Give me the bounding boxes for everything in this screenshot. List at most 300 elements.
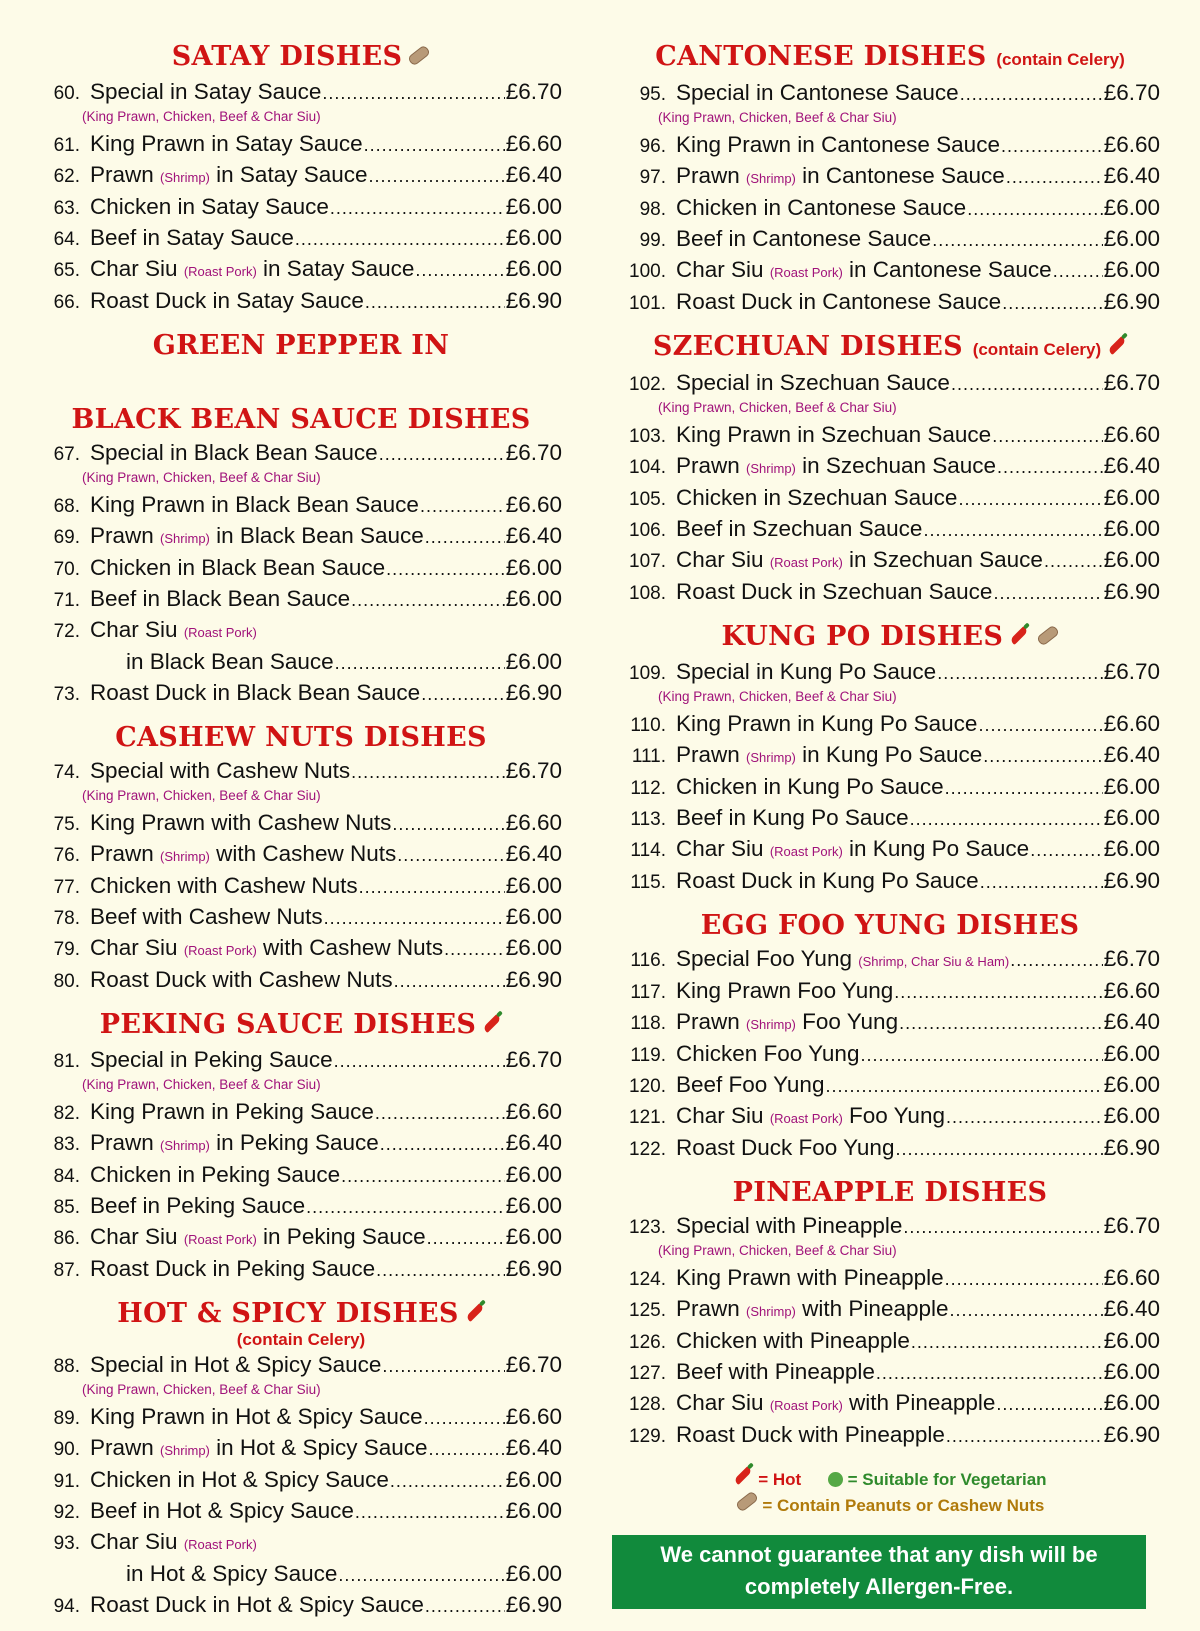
dot-leader: [338, 1561, 504, 1590]
dot-leader: [364, 131, 505, 160]
item-name-note: (Shrimp): [160, 531, 210, 546]
item-name: Roast Duck in Cantonese Sauce: [676, 289, 1002, 314]
item-price: £6.40: [1103, 742, 1160, 767]
item-name-rest: in Szechuan Sauce: [802, 453, 997, 478]
item-price: £6.00: [505, 1224, 562, 1249]
item-name: Roast Duck with Cashew Nuts: [90, 967, 393, 992]
menu-item: [40, 933, 562, 965]
item-name-note: (Shrimp, Char Siu & Ham): [858, 954, 1010, 969]
item-price: £6.00: [1103, 1328, 1160, 1353]
item-name: [666, 834, 1029, 866]
item-name: [80, 521, 424, 553]
item-price: £6.70: [1103, 80, 1160, 105]
item-name-note: (Shrimp): [746, 1304, 796, 1319]
dot-leader: [359, 873, 505, 902]
dot-leader: [937, 659, 1103, 688]
item-price: £6.00: [1103, 516, 1160, 541]
item-price: £6.40: [1103, 163, 1160, 188]
item-price: £6.00: [505, 904, 562, 929]
item-name: [80, 839, 396, 871]
menu-item: [40, 254, 562, 286]
item-name: [666, 545, 1043, 577]
item-number: 64.: [53, 229, 80, 250]
item-price: £6.70: [505, 758, 562, 783]
item-name: Special in Black Bean Sauce: [90, 440, 378, 465]
chili-icon: [1108, 336, 1127, 355]
item-name-note: (Roast Pork): [769, 1111, 843, 1126]
item-number: 129.: [629, 1426, 666, 1447]
menu-item: [40, 1433, 562, 1465]
item-price: £6.00: [505, 194, 562, 219]
dot-leader: [306, 1193, 505, 1222]
item-name: [666, 1101, 945, 1133]
item-name-note: (Roast Pork): [183, 625, 257, 640]
item-name-main: Prawn: [676, 163, 740, 188]
item-name-rest: in Cantonese Sauce: [802, 163, 1005, 188]
dot-leader: [923, 516, 1102, 545]
section-title-line: GREEN PEPPER IN: [152, 330, 450, 361]
item-name-note: (Shrimp): [746, 461, 796, 476]
item-name: Special in Peking Sauce: [90, 1047, 333, 1072]
item-name-rest: in Cantonese Sauce: [849, 257, 1052, 282]
legend-veg-wrap: [828, 1470, 1047, 1489]
section-title-line: CANTONESE DISHES: [655, 41, 987, 72]
menu-section: [620, 38, 1160, 318]
celery-note: (contain Celery): [996, 50, 1125, 69]
item-number: 69.: [53, 527, 80, 548]
item-name-note: (Roast Pork): [769, 555, 843, 570]
item-price: £6.00: [1103, 226, 1160, 251]
menu-section: [40, 719, 562, 996]
item-name: King Prawn in Black Bean Sauce: [90, 492, 419, 517]
item-number: 116.: [630, 950, 666, 971]
item-name: Roast Duck with Pineapple: [676, 1422, 945, 1447]
section-title: [40, 1006, 562, 1045]
menu-item: [620, 368, 1160, 399]
item-name: Chicken in Black Bean Sauce: [90, 555, 386, 580]
menu-section: [40, 38, 562, 317]
item-name: King Prawn with Cashew Nuts: [90, 810, 392, 835]
dot-leader: [932, 226, 1103, 255]
menu-item: [40, 521, 562, 553]
dot-leader: [421, 680, 505, 709]
menu-item: [40, 1191, 562, 1222]
item-name-note: (Shrimp): [160, 1443, 210, 1458]
item-price: £6.40: [505, 1130, 562, 1155]
section-title-line: KUNG PO DISHES: [721, 621, 1004, 652]
item-name: Roast Duck in Satay Sauce: [90, 288, 364, 313]
item-name: Chicken with Cashew Nuts: [90, 873, 358, 898]
item-name-note: (Shrimp): [746, 171, 796, 186]
celery-note: (contain Celery): [972, 340, 1102, 359]
item-price: £6.90: [505, 288, 562, 313]
item-price: £6.90: [505, 680, 562, 705]
section-title-extras: [987, 41, 1125, 72]
item-name-continued: in Black Bean Sauce: [126, 649, 334, 674]
item-name-rest: in Black Bean Sauce: [216, 523, 424, 548]
menu-item: [620, 420, 1160, 451]
item-price: £6.00: [1103, 1359, 1160, 1384]
item-name-main: Char Siu: [676, 257, 764, 282]
item-number: 113.: [630, 809, 666, 830]
menu-item: [40, 1465, 562, 1496]
item-name-rest: Foo Yung: [802, 1009, 899, 1034]
item-name: [666, 740, 982, 772]
dot-leader: [903, 1213, 1102, 1242]
legend-veg: = Suitable for Vegetarian: [847, 1470, 1047, 1489]
menu-item: [40, 223, 562, 254]
item-number: 106.: [629, 520, 666, 541]
item-name: [80, 933, 443, 965]
menu-item: [620, 255, 1160, 287]
warning-line-1: We cannot guarantee that any dish will be: [660, 1542, 1098, 1567]
item-price: £6.00: [1103, 485, 1160, 510]
menu-section: [40, 327, 562, 709]
dot-leader: [895, 1135, 1102, 1164]
chili-icon: [483, 1014, 502, 1033]
item-name: King Prawn in Kung Po Sauce: [676, 711, 978, 736]
item-contents: (King Prawn, Chicken, Beef & Char Siu): [82, 109, 321, 124]
item-price: £6.00: [1103, 1103, 1160, 1128]
item-name: Beef Foo Yung: [676, 1072, 825, 1097]
item-name: [666, 1007, 898, 1039]
menu-item: [620, 709, 1160, 740]
item-price: £6.60: [1103, 711, 1160, 736]
item-price: £6.00: [505, 1193, 562, 1218]
item-name-main: Char Siu: [90, 935, 178, 960]
menu-item: [40, 553, 562, 584]
section-title-line: HOT & SPICY DISHES: [117, 1298, 459, 1329]
menu-item: [40, 1160, 562, 1191]
dot-leader: [951, 370, 1103, 399]
item-price: £6.70: [505, 440, 562, 465]
item-number: 78.: [53, 908, 80, 929]
item-contents: (King Prawn, Chicken, Beef & Char Siu): [82, 1077, 321, 1092]
section-title-line: PINEAPPLE DISHES: [732, 1177, 1048, 1208]
dot-leader: [392, 810, 504, 839]
dot-leader: [379, 440, 505, 469]
legend-row-1: [620, 1467, 1160, 1493]
item-number: 104.: [629, 457, 666, 478]
menu-item: [40, 902, 562, 933]
menu-item: [620, 483, 1160, 514]
item-number: 84.: [53, 1166, 80, 1187]
menu-item-continued: [40, 647, 562, 678]
dot-leader: [876, 1359, 1103, 1388]
item-name: Beef in Satay Sauce: [90, 225, 294, 250]
dot-leader: [958, 485, 1102, 514]
item-number: 75.: [53, 814, 80, 835]
section-title-extras: [476, 1009, 502, 1040]
item-number: 109.: [629, 663, 666, 684]
dot-leader: [946, 1422, 1103, 1451]
item-name-main: Prawn: [676, 453, 740, 478]
item-number: 117.: [630, 982, 666, 1003]
dot-leader: [375, 1099, 505, 1128]
legend-hot: = Hot: [758, 1470, 802, 1489]
item-name: Special with Cashew Nuts: [90, 758, 351, 783]
dot-leader: [1044, 547, 1103, 576]
item-name-rest: in Hot & Spicy Sauce: [216, 1435, 428, 1460]
item-price: £6.90: [505, 1592, 562, 1617]
item-name-continued: in Hot & Spicy Sauce: [126, 1561, 338, 1586]
menu-item: [620, 130, 1160, 161]
item-name: Beef in Hot & Spicy Sauce: [90, 1498, 354, 1523]
menu-item: [620, 657, 1160, 688]
item-name: Beef in Peking Sauce: [90, 1193, 306, 1218]
item-price: £6.00: [505, 225, 562, 250]
dot-leader: [415, 256, 504, 285]
item-name: Special in Kung Po Sauce: [676, 659, 937, 684]
item-name-note: (Roast Pork): [183, 943, 257, 958]
item-number: 121.: [629, 1107, 666, 1128]
item-number: 71.: [53, 590, 80, 611]
item-number: 89.: [53, 1408, 80, 1429]
dot-leader: [967, 195, 1103, 224]
item-name-note: (Roast Pork): [769, 1398, 843, 1413]
item-price: £6.60: [1103, 1265, 1160, 1290]
item-price: £6.40: [505, 162, 562, 187]
dot-leader: [950, 1296, 1103, 1325]
item-name-main: Char Siu: [90, 1529, 178, 1554]
menu-item: [620, 577, 1160, 608]
menu-item: [620, 803, 1160, 834]
item-contents: (King Prawn, Chicken, Beef & Char Siu): [82, 470, 321, 485]
dot-leader: [1053, 257, 1103, 286]
item-price: £6.70: [1103, 659, 1160, 684]
item-name: Beef in Kung Po Sauce: [676, 805, 909, 830]
dot-leader: [992, 422, 1102, 451]
menu-item: [40, 839, 562, 871]
dot-leader: [376, 1256, 505, 1285]
nut-icon: [1035, 624, 1059, 646]
item-name-main: Char Siu: [676, 836, 764, 861]
item-price: £6.40: [1103, 1009, 1160, 1034]
section-title: [620, 907, 1160, 944]
menu-section: [620, 907, 1160, 1164]
item-name-main: Prawn: [676, 1296, 740, 1321]
item-name: King Prawn with Pineapple: [676, 1265, 944, 1290]
item-name: Roast Duck in Black Bean Sauce: [90, 680, 421, 705]
dot-leader: [1030, 836, 1103, 865]
dot-leader: [910, 805, 1103, 834]
dot-leader: [429, 1435, 505, 1464]
item-price: £6.00: [505, 256, 562, 281]
item-number: 68.: [53, 496, 80, 517]
section-icons: [465, 1303, 485, 1327]
item-number: 93.: [53, 1533, 80, 1554]
item-number: 91.: [53, 1471, 80, 1492]
dot-leader: [946, 1103, 1103, 1132]
item-price: £6.00: [505, 873, 562, 898]
dot-leader: [960, 80, 1103, 109]
section-title-line: CASHEW NUTS DISHES: [115, 722, 487, 753]
menu-item: [40, 808, 562, 839]
item-name: [80, 160, 368, 192]
item-contents: (King Prawn, Chicken, Beef & Char Siu): [658, 689, 897, 704]
menu-item: [40, 1097, 562, 1128]
item-name-main: Char Siu: [90, 1224, 178, 1249]
item-price: £6.40: [505, 841, 562, 866]
legend: [620, 1467, 1160, 1519]
item-price: £6.90: [1103, 579, 1160, 604]
item-name: Roast Duck in Hot & Spicy Sauce: [90, 1592, 424, 1617]
item-price: £6.60: [1103, 978, 1160, 1003]
menu-item: [620, 1039, 1160, 1070]
dot-leader: [894, 978, 1102, 1007]
item-number: 115.: [630, 872, 666, 893]
item-name: Special in Satay Sauce: [90, 79, 322, 104]
item-number: 99.: [639, 230, 666, 251]
warning-line-2: completely Allergen-Free.: [744, 1574, 1014, 1599]
dot-leader: [365, 288, 505, 317]
item-name-main: Char Siu: [676, 547, 764, 572]
section-title-extras: [963, 331, 1127, 362]
item-name-rest: with Pineapple: [802, 1296, 949, 1321]
item-number: 108.: [629, 583, 666, 604]
item-name-rest: in Kung Po Sauce: [802, 742, 983, 767]
dot-leader: [420, 492, 505, 521]
item-name: King Prawn in Hot & Spicy Sauce: [90, 1404, 423, 1429]
menu-item: [620, 976, 1160, 1007]
item-number: 96.: [639, 136, 666, 157]
item-price: £6.00: [1103, 1072, 1160, 1097]
item-name-main: Char Siu: [676, 1103, 764, 1128]
section-icons: [1107, 336, 1127, 360]
section-title: [40, 1295, 562, 1350]
item-contents: (King Prawn, Chicken, Beef & Char Siu): [82, 1382, 321, 1397]
item-name-note: (Shrimp): [160, 170, 210, 185]
dot-leader: [945, 1265, 1103, 1294]
section-title-line: EGG FOO YUNG DISHES: [700, 910, 1080, 941]
item-price: £6.60: [505, 131, 562, 156]
item-number: 125.: [629, 1300, 666, 1321]
item-name-main: Prawn: [90, 523, 154, 548]
item-number: 111.: [631, 746, 666, 767]
item-name: Roast Duck Foo Yung: [676, 1135, 895, 1160]
menu-column-left: [40, 38, 562, 1631]
item-name: Beef in Black Bean Sauce: [90, 586, 351, 611]
menu-item: [620, 193, 1160, 224]
item-name: Beef in Szechuan Sauce: [676, 516, 923, 541]
menu-item: [620, 944, 1160, 976]
dot-leader: [945, 774, 1103, 803]
dot-leader: [341, 1162, 505, 1191]
celery-note: (contain Celery): [236, 1330, 366, 1349]
section-title: [40, 38, 562, 77]
item-name-main: Prawn: [90, 1130, 154, 1155]
section-title-extras: [459, 1298, 485, 1329]
section-icons: [408, 46, 430, 70]
section-icons: [1009, 626, 1058, 650]
item-price: £6.40: [505, 1435, 562, 1460]
menu-item: [40, 286, 562, 317]
menu-item: [40, 615, 562, 647]
item-price: £6.70: [505, 79, 562, 104]
dot-leader: [1002, 289, 1103, 318]
item-price: £6.60: [1103, 422, 1160, 447]
menu-item: [620, 834, 1160, 866]
menu-item: [620, 1101, 1160, 1133]
item-number: 82.: [53, 1103, 80, 1124]
item-price: £6.00: [505, 555, 562, 580]
nut-icon: [735, 1490, 759, 1512]
item-price: £6.70: [505, 1047, 562, 1072]
item-name-main: Prawn: [90, 841, 154, 866]
item-price: £6.90: [1103, 289, 1160, 314]
menu-section: [40, 1006, 562, 1285]
item-price: £6.00: [505, 1498, 562, 1523]
item-name-main: Prawn: [676, 1009, 740, 1034]
dot-leader: [980, 868, 1103, 897]
item-name-note: (Roast Pork): [183, 1232, 257, 1247]
menu-item: [40, 1350, 562, 1381]
dot-leader: [444, 935, 505, 964]
menu-item: [620, 1263, 1160, 1294]
item-price: £6.70: [505, 1352, 562, 1377]
item-number: 103.: [629, 426, 666, 447]
item-name-rest: in Kung Po Sauce: [849, 836, 1030, 861]
menu-item: [620, 1070, 1160, 1101]
section-title: [620, 38, 1160, 78]
item-price: £6.90: [505, 1256, 562, 1281]
allergen-warning: [612, 1535, 1146, 1609]
item-name: [80, 615, 257, 647]
menu-section: [620, 1174, 1160, 1451]
dot-leader: [978, 711, 1102, 740]
dot-leader: [425, 523, 505, 552]
item-number: 105.: [629, 489, 666, 510]
menu-item: [40, 129, 562, 160]
item-number: 124.: [629, 1269, 666, 1290]
menu-item: [620, 1133, 1160, 1164]
item-number: 80.: [53, 971, 80, 992]
item-price: £6.60: [505, 492, 562, 517]
dot-leader: [334, 1047, 505, 1076]
item-number: 119.: [630, 1045, 666, 1066]
item-name-rest: in Peking Sauce: [263, 1224, 426, 1249]
dot-leader: [397, 841, 504, 870]
menu-section: [620, 618, 1160, 897]
item-number: 67.: [53, 444, 80, 465]
dot-leader: [382, 1352, 504, 1381]
menu-item: [40, 1222, 562, 1254]
menu-item: [620, 161, 1160, 193]
menu-item: [620, 772, 1160, 803]
menu-item: [620, 78, 1160, 109]
item-number: 72.: [53, 621, 80, 642]
menu-item: [40, 490, 562, 521]
item-number: 62.: [53, 166, 80, 187]
item-name-rest: Foo Yung: [849, 1103, 945, 1128]
item-name-note: (Shrimp): [746, 1017, 796, 1032]
menu-item: [620, 1357, 1160, 1388]
item-name-note: (Roast Pork): [769, 844, 843, 859]
menu-item: [40, 1254, 562, 1285]
item-number: 90.: [53, 1439, 80, 1460]
item-name-rest: with Pineapple: [849, 1390, 996, 1415]
menu-item: [40, 77, 562, 108]
item-number: 112.: [630, 778, 666, 799]
item-number: 102.: [629, 374, 666, 395]
item-name: [666, 1294, 949, 1326]
item-number: 88.: [53, 1356, 80, 1377]
item-name: Chicken in Satay Sauce: [90, 194, 329, 219]
item-price: £6.60: [505, 1099, 562, 1124]
section-title-line: BLACK BEAN SAUCE DISHES: [71, 404, 531, 435]
item-number: 63.: [53, 198, 80, 219]
item-name: [80, 1128, 379, 1160]
